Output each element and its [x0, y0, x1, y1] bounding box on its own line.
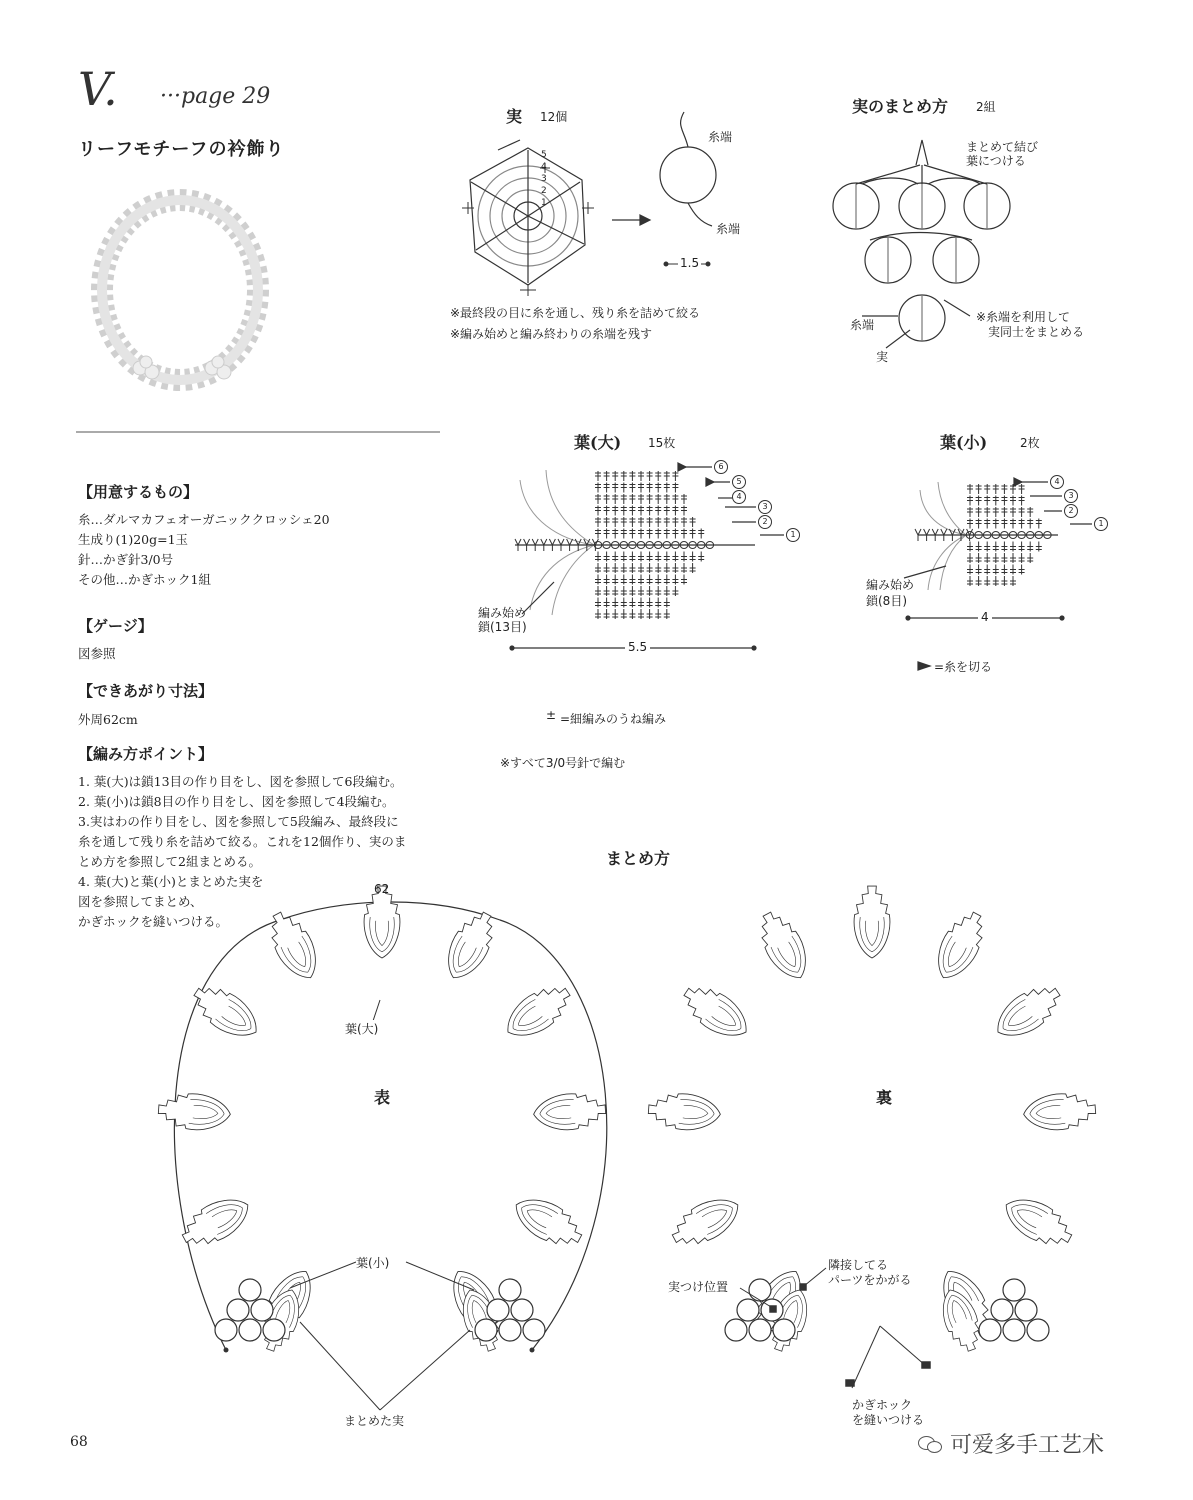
leaf-large-start-2: 鎖(13目) [478, 620, 527, 634]
assembly-berry [487, 1299, 509, 1321]
leaf-large-width: 5.5 [625, 640, 650, 654]
point-line: 糸を通して残り糸を詰めて絞る。これを12個作り、実のま [78, 834, 407, 849]
row-number: 2 [1064, 504, 1078, 518]
point-line: 図を参照してまとめ、 [78, 894, 203, 909]
assembly-title: まとめ方 [606, 849, 671, 868]
assembly-berry [737, 1299, 759, 1321]
materials-line: 糸…ダルマカフェオーガニッククロッシェ20 [78, 512, 330, 527]
leaf-small-count: 2枚 [1020, 436, 1040, 450]
leaf-small-start-1: 編み始め [866, 578, 915, 592]
assembly-berry [725, 1319, 747, 1341]
point-line: 3.実はわの作り目をし、図を参照して5段編み、最終段に [78, 814, 399, 829]
assembly-berry [979, 1319, 1001, 1341]
row-number: 6 [714, 460, 728, 474]
berry-note-2: ※編み始めと編み終わりの糸端を残す [450, 327, 653, 341]
materials-heading: 【用意するもの】 [78, 483, 199, 501]
row-number: 1 [786, 528, 800, 542]
gathered-berries-label: まとめた実 [344, 1414, 405, 1428]
materials-line: その他…かぎホック1組 [78, 572, 211, 587]
front-label: 表 [374, 1088, 391, 1107]
berry-position-label: 実つけ位置 [668, 1280, 729, 1294]
assembly-leaf [998, 1189, 1078, 1254]
row-number: 5 [732, 475, 746, 489]
berry-title: 実 [506, 107, 523, 126]
assembly-berry [1015, 1299, 1037, 1321]
collar-photo [102, 200, 258, 380]
assembly-front [157, 886, 606, 1410]
berry-yarn-end-top: 糸端 [708, 130, 733, 144]
assembly-berry-label: 実 [876, 350, 889, 364]
page-number: 68 [70, 1434, 88, 1450]
wechat-icon [918, 1434, 942, 1454]
row-number: 3 [541, 174, 547, 184]
assembly-leaf [498, 977, 578, 1047]
row-number: 3 [758, 500, 772, 514]
materials-line: 生成り(1)20g=1玉 [78, 532, 189, 547]
assembly-berry [991, 1299, 1013, 1321]
hook-note-2: を縫いつける [852, 1413, 925, 1427]
front-leaf-small-label: 葉(小) [356, 1256, 390, 1270]
assembly-yarn-end: 糸端 [850, 318, 875, 332]
berry-assembly-title: 実のまとめ方 [852, 97, 949, 116]
needle-note: ※すべて3/0号針で編む [500, 756, 626, 770]
assembly-leaf [157, 1091, 231, 1132]
row-number: 1 [1094, 517, 1108, 531]
page-title: リーフモチーフの衿飾り [78, 139, 285, 160]
adjacent-note-1: 隣接してる [828, 1258, 889, 1272]
assembly-berry [1003, 1279, 1025, 1301]
watermark-text: 可爱多手工艺术 [950, 1433, 1105, 1458]
gauge-heading: 【ゲージ】 [78, 617, 153, 635]
tie-note-1: まとめて結び [966, 140, 1039, 154]
leaf-small-title: 葉(小) [940, 433, 988, 452]
assembly-berry [215, 1319, 237, 1341]
hook-note-1: かぎホック [852, 1398, 913, 1412]
page-reference: ···page 29 [160, 84, 271, 109]
point-line: かぎホックを縫いつける。 [78, 914, 229, 929]
assembly-berry [499, 1279, 521, 1301]
assembly-note-1: ※糸端を利用して [976, 310, 1071, 324]
legend-cut: =糸を切る [934, 660, 993, 674]
assembly-berry [263, 1319, 285, 1341]
row-number: 4 [1050, 475, 1064, 489]
assembly-berry [239, 1319, 261, 1341]
points-list [78, 772, 458, 932]
assembly-leaf [186, 977, 266, 1047]
point-line: 2. 葉(小)は鎖8目の作り目をし、図を参照して4段編む。 [78, 794, 395, 809]
berry-note-1: ※最終段の目に糸を通し、残り糸を詰めて絞る [450, 306, 701, 320]
assembly-leaf [666, 1189, 746, 1254]
row-number: 4 [732, 490, 746, 504]
tie-note-2: 葉につける [966, 154, 1026, 168]
row-number: 2 [758, 515, 772, 529]
circumference-label: 62 [374, 882, 390, 896]
row-number: 2 [541, 186, 547, 196]
assembly-berry [773, 1319, 795, 1341]
assembly-leaf [508, 1189, 588, 1254]
points-heading: 【編み方ポイント】 [78, 745, 214, 763]
assembly-berry [251, 1299, 273, 1321]
materials-list [78, 510, 330, 590]
assembly-leaf [854, 886, 890, 958]
berry-size: 1.5 [680, 256, 700, 270]
size-heading: 【できあがり寸法】 [78, 682, 214, 700]
size-text: 外周62cm [78, 712, 138, 727]
row-number: 4 [541, 162, 547, 172]
leaf-large-title: 葉(大) [574, 433, 622, 452]
berry-yarn-end-bottom: 糸端 [716, 222, 741, 236]
row-number: 3 [1064, 489, 1078, 503]
gauge-text: 図参照 [78, 646, 116, 661]
leaf-large-count: 15枚 [648, 436, 676, 450]
finished-berry [660, 147, 716, 203]
berry-count: 12個 [540, 110, 568, 124]
assembly-leaf [1022, 1091, 1096, 1132]
legend-symbol: =細編みのうね編み [560, 712, 667, 726]
assembly-berry [475, 1319, 497, 1341]
point-line: 1. 葉(大)は鎖13目の作り目をし、図を参照して6段編む。 [78, 774, 403, 789]
point-line: 4. 葉(大)と葉(小)とまとめた実を [78, 874, 264, 889]
assembly-berry [239, 1279, 261, 1301]
assembly-berry [523, 1319, 545, 1341]
berry-assembly-count: 2組 [976, 100, 996, 114]
point-line: とめ方を参照して2組まとめる。 [78, 854, 261, 869]
assembly-leaf [751, 906, 816, 986]
assembly-leaf [676, 977, 756, 1047]
assembly-berry [511, 1299, 533, 1321]
assembly-berry [749, 1319, 771, 1341]
watermark [918, 1428, 1104, 1459]
assembly-leaf [928, 906, 993, 986]
assembly-note-2: 実同士をまとめる [988, 325, 1085, 339]
assembly-back [647, 886, 1096, 1388]
materials-line: 針…かぎ針3/0号 [78, 552, 174, 567]
assembly-berry [499, 1319, 521, 1341]
adjacent-note-2: パーツをかがる [828, 1273, 912, 1287]
leaf-small-width: 4 [978, 610, 992, 624]
row-number: 5 [541, 150, 547, 160]
assembly-berry [1027, 1319, 1049, 1341]
back-label: 裏 [876, 1088, 893, 1107]
legend-symbol-glyph: ± [546, 708, 557, 722]
assembly-berry [227, 1299, 249, 1321]
assembly-berry [1003, 1319, 1025, 1341]
leaf-small-start-2: 鎖(8目) [866, 594, 907, 608]
leaf-large-start-1: 編み始め [478, 606, 527, 620]
row-number: 1 [541, 198, 547, 208]
assembly-berry [749, 1279, 771, 1301]
assembly-leaf [532, 1091, 606, 1132]
assembly-leaf [988, 977, 1068, 1047]
front-leaf-large-label: 葉(大) [345, 1022, 379, 1036]
berry-arrow [612, 215, 650, 225]
assembly-leaf [647, 1091, 721, 1132]
section-mark: V. [78, 62, 118, 116]
